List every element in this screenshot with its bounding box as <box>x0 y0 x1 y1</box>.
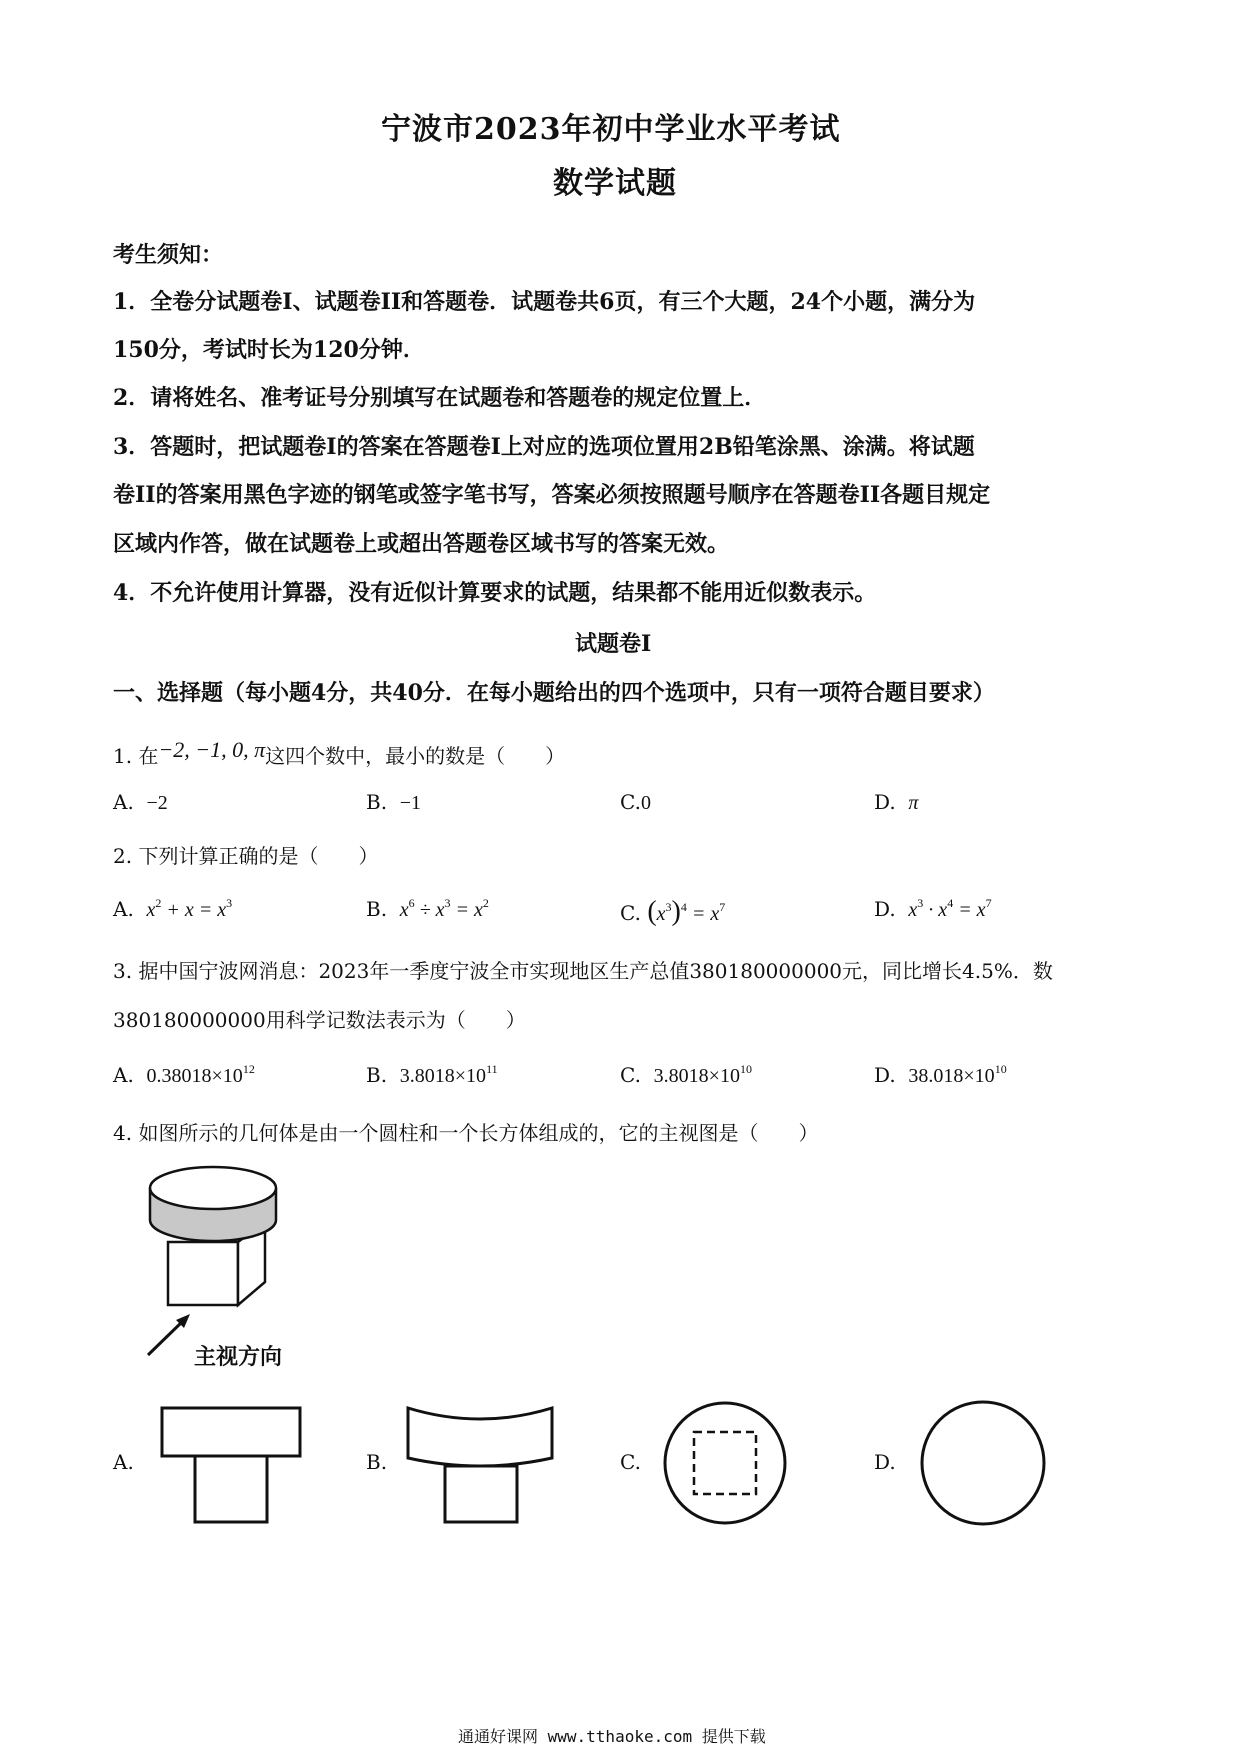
q3-option-b: B. $3.8018\times 10^{11}$ <box>366 1062 498 1087</box>
q3-option-a: A. $0.38018\times 10^{12}$ <box>113 1062 255 1087</box>
q1-option-b: B. −1 <box>366 790 422 814</box>
q2-option-d: D. $x^3 \cdot x^4 = x^7$ <box>874 896 992 921</box>
notice-line: 卷II的答案用黑色字迹的钢笔或签字笔书写，答案必须按照题号顺序在答题卷II各题目规定 <box>113 482 991 508</box>
q3-option-c: C. $3.8018\times 10^{10}$ <box>620 1062 752 1087</box>
option-a-bottom-rect <box>195 1456 267 1522</box>
option-b-curved-top <box>408 1408 552 1466</box>
q1-numbers: −2, −1, 0, π <box>158 737 266 762</box>
q4-option-b-figure <box>400 1400 560 1530</box>
q1-suffix: 这四个数中，最小的数是（ ） <box>265 744 566 768</box>
paper-label: 试题卷I <box>575 631 652 657</box>
q2-option-c: C. $(x^3)^4 = x^7$ <box>620 896 726 927</box>
question-1 <box>113 737 566 769</box>
option-a-top-rect <box>162 1408 300 1456</box>
q1-option-c: C.0 <box>620 790 651 814</box>
notice-line: 1．全卷分试题卷I、试题卷II和答题卷．试题卷共6页，有三个大题，24个小题，满分为 <box>113 289 976 315</box>
q2-option-a: A. $x^2 + x = x^3$ <box>113 896 233 921</box>
q1-prefix: 1. 在 <box>113 744 159 768</box>
prism-front-face <box>168 1242 238 1305</box>
q2-option-b: B. $x^6 \div x^3 = x^2$ <box>366 896 489 921</box>
footer-text: 通通好课网 www.tthaoke.com 提供下载 <box>458 1727 766 1746</box>
q1-option-d: D. π <box>874 790 919 814</box>
cylinder-top <box>150 1167 276 1209</box>
q4-solid-figure <box>140 1160 460 1370</box>
q4-option-d-figure <box>918 1398 1048 1528</box>
q4-option-d-label: D. <box>874 1450 896 1474</box>
option-d-circle <box>922 1402 1044 1524</box>
notice-line: 4．不允许使用计算器，没有近似计算要求的试题，结果都不能用近似数表示。 <box>113 580 877 606</box>
q3-option-d: D. $38.018\times 10^{10}$ <box>874 1062 1007 1087</box>
notice-line: 3．答题时，把试题卷I的答案在答题卷I上对应的选项位置用2B铅笔涂黑、涂满。将试题 <box>113 434 975 460</box>
question-3-line-2: 380180000000用科学记数法表示为（ ） <box>113 1008 526 1032</box>
q4-option-a-figure <box>150 1405 310 1530</box>
q1-option-a: A. −2 <box>113 790 168 814</box>
q4-option-a-label: A. <box>113 1450 134 1474</box>
section-heading: 一、选择题（每小题4分，共40分．在每小题给出的四个选项中，只有一项符合题目要求） <box>113 680 995 706</box>
exam-subtitle: 数学试题 <box>553 166 677 201</box>
question-3-line-1: 3. 据中国宁波网消息：2023年一季度宁波全市实现地区生产总值380180000000元，同比增长4.5%．数 <box>113 959 1053 983</box>
question-2: 2. 下列计算正确的是（ ） <box>113 844 379 868</box>
q4-option-c-label: C. <box>620 1450 641 1474</box>
q4-option-c-figure <box>660 1398 790 1528</box>
question-4: 4. 如图所示的几何体是由一个圆柱和一个长方体组成的，它的主视图是（ ） <box>113 1121 819 1145</box>
view-arrow-line <box>148 1320 184 1355</box>
exam-title: 宁波市2023年初中学业水平考试 <box>381 112 841 147</box>
notice-line: 区域内作答，做在试题卷上或超出答题卷区域书写的答案无效。 <box>113 531 730 557</box>
view-direction-label: 主视方向 <box>194 1345 283 1370</box>
notice-heading: 考生须知： <box>113 242 224 268</box>
notice-line: 2．请将姓名、准考证号分别填写在试题卷和答题卷的规定位置上． <box>113 385 767 411</box>
notice-line: 150分，考试时长为120分钟． <box>113 337 425 363</box>
q4-option-b-label: B. <box>366 1450 388 1474</box>
option-b-bottom-rect <box>445 1466 517 1522</box>
option-c-circle <box>665 1403 785 1523</box>
